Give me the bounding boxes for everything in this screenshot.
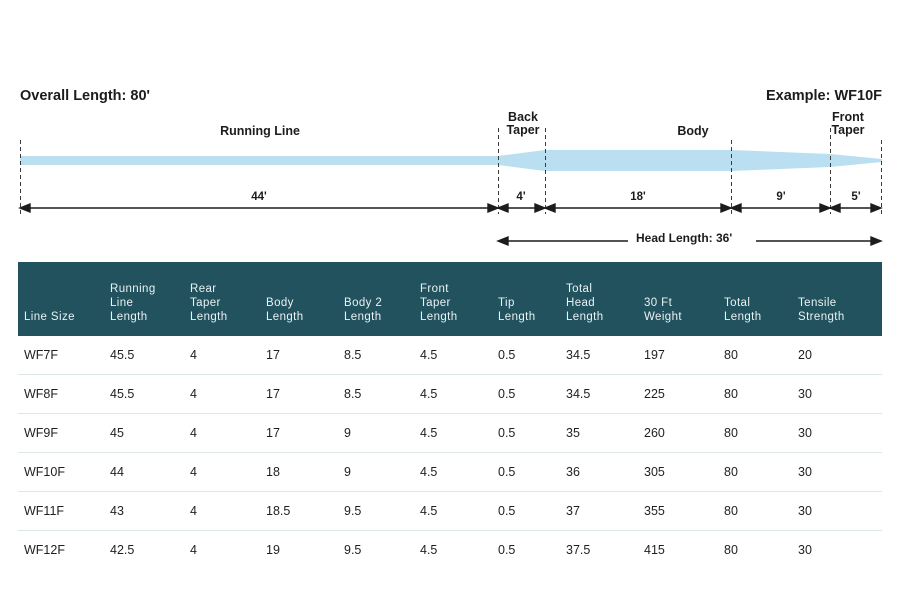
cell-tensile-strength: 30 <box>792 414 882 453</box>
fly-line-profile <box>20 150 882 171</box>
segment-title-running-line: Running Line <box>220 124 300 138</box>
segment-title-front-taper-line1: Front <box>832 110 864 124</box>
head-length-label: Head Length: 36' <box>636 231 733 245</box>
cell-body-length: 17 <box>260 375 338 414</box>
cell-rear-taper-length: 4 <box>184 492 260 531</box>
cell-front-taper-length: 4.5 <box>420 543 438 557</box>
column-header-tip-length: Tip Length <box>492 262 560 336</box>
cell-front-taper-length: 4.5 <box>414 414 492 453</box>
dimension-running-line: 44' <box>251 191 267 203</box>
table-row <box>18 492 882 531</box>
cell-total-length: 80 <box>724 543 738 557</box>
diagram-graphics <box>0 0 900 262</box>
table-row <box>18 453 882 492</box>
column-header-front-taper-length: Front Taper Length <box>414 262 492 336</box>
column-header-running-line-length: Running Line Length <box>104 262 184 336</box>
dimension-body: 18' <box>630 191 646 203</box>
cell-body-length: 17 <box>260 336 338 375</box>
cell-rear-taper-length: 4 <box>184 414 260 453</box>
column-header-body-length: Body Length <box>260 262 338 336</box>
cell-rear-taper-length: 4 <box>184 375 260 414</box>
cell-body-2-length: 9.5 <box>338 492 414 531</box>
cell-running-line-length: 45 <box>104 414 184 453</box>
cell-30-ft-weight: 225 <box>638 375 718 414</box>
cell-line-size: WF9F <box>18 414 104 453</box>
cell-front-taper-length: 4.5 <box>414 453 492 492</box>
cell-line-size: WF7F <box>18 336 104 375</box>
column-header-line-size <box>18 262 104 336</box>
line-spec-table-wrapper <box>18 262 882 569</box>
overall-length-label: Overall Length: 80' <box>20 88 150 104</box>
cell-total-head-length: 37 <box>560 492 638 531</box>
cell-body-length: 18 <box>260 453 338 492</box>
cell-total-head-length: 36 <box>560 453 638 492</box>
cell-30-ft-weight: 197 <box>638 336 718 375</box>
cell-running-line-length: 44 <box>104 453 184 492</box>
cell-total-head-length: 34.5 <box>560 336 638 375</box>
line-spec-table <box>18 262 882 569</box>
cell-body-length: 18.5 <box>260 492 338 531</box>
table-row <box>18 336 882 375</box>
cell-tip-length: 0.5 <box>498 543 516 557</box>
cell-line-size: WF12F <box>24 543 65 557</box>
cell-total-head-length: 37.5 <box>566 543 591 557</box>
cell-tensile-strength: 30 <box>798 543 812 557</box>
cell-line-size: WF8F <box>18 375 104 414</box>
table-row <box>18 531 882 570</box>
cell-running-line-length: 45.5 <box>104 375 184 414</box>
table-header-row <box>18 262 882 336</box>
cell-tensile-strength: 20 <box>792 336 882 375</box>
cell-front-taper-length: 4.5 <box>414 492 492 531</box>
cell-total-length: 80 <box>718 453 792 492</box>
column-header-total-length: Total Length <box>718 262 792 336</box>
segment-title-back-taper-line1: Back <box>508 110 538 124</box>
cell-line-size: WF10F <box>18 453 104 492</box>
cell-tip-length: 0.5 <box>492 453 560 492</box>
table-row <box>18 375 882 414</box>
cell-rear-taper-length: 4 <box>190 543 197 557</box>
cell-total-head-length: 35 <box>560 414 638 453</box>
cell-body-2-length: 9.5 <box>344 543 362 557</box>
cell-front-taper-length: 4.5 <box>414 336 492 375</box>
table-body <box>18 336 882 569</box>
column-header-tensile-strength: Tensile Strength <box>792 262 882 336</box>
cell-running-line-length: 42.5 <box>110 543 135 557</box>
cell-total-head-length: 34.5 <box>560 375 638 414</box>
column-header-total-head-length: Total Head Length <box>560 262 638 336</box>
cell-total-length: 80 <box>718 336 792 375</box>
dimension-back-taper: 4' <box>516 191 526 203</box>
cell-tensile-strength: 30 <box>792 453 882 492</box>
segment-title-back-taper-line2: Taper <box>506 123 540 137</box>
cell-body-2-length: 9 <box>338 414 414 453</box>
cell-running-line-length: 45.5 <box>104 336 184 375</box>
column-header-line-size-text: Line Size <box>24 311 75 323</box>
column-header-rear-taper-length: Rear Taper Length <box>184 262 260 336</box>
cell-tensile-strength: 30 <box>792 492 882 531</box>
cell-total-length: 80 <box>718 492 792 531</box>
cell-front-taper-length: 4.5 <box>414 375 492 414</box>
cell-tip-length: 0.5 <box>492 492 560 531</box>
column-header-body-2-length: Body 2 Length <box>338 262 414 336</box>
dimension-body-2: 9' <box>776 191 786 203</box>
cell-tip-length: 0.5 <box>492 414 560 453</box>
cell-rear-taper-length: 4 <box>184 336 260 375</box>
dimension-front-taper: 5' <box>851 191 861 203</box>
segment-title-body: Body <box>677 124 709 138</box>
cell-body-2-length: 9 <box>338 453 414 492</box>
cell-total-length: 80 <box>718 375 792 414</box>
cell-30-ft-weight: 415 <box>644 543 665 557</box>
cell-30-ft-weight: 355 <box>638 492 718 531</box>
cell-body-length: 19 <box>266 543 280 557</box>
cell-rear-taper-length: 4 <box>184 453 260 492</box>
cell-30-ft-weight: 260 <box>638 414 718 453</box>
cell-line-size: WF11F <box>18 492 104 531</box>
cell-body-length: 17 <box>260 414 338 453</box>
cell-tip-length: 0.5 <box>492 336 560 375</box>
cell-running-line-length: 43 <box>104 492 184 531</box>
column-header-30-ft-weight: 30 Ft Weight <box>638 262 718 336</box>
cell-total-length: 80 <box>718 414 792 453</box>
cell-body-2-length: 8.5 <box>338 336 414 375</box>
fly-line-taper-diagram <box>0 0 900 262</box>
dimension-arrows <box>20 204 881 212</box>
table-row <box>18 414 882 453</box>
cell-body-2-length: 8.5 <box>338 375 414 414</box>
example-label: Example: WF10F <box>765 88 882 104</box>
cell-tensile-strength: 30 <box>792 375 882 414</box>
table-header <box>18 262 882 336</box>
cell-30-ft-weight: 305 <box>638 453 718 492</box>
segment-title-front-taper-line2: Taper <box>831 123 865 137</box>
cell-tip-length: 0.5 <box>492 375 560 414</box>
